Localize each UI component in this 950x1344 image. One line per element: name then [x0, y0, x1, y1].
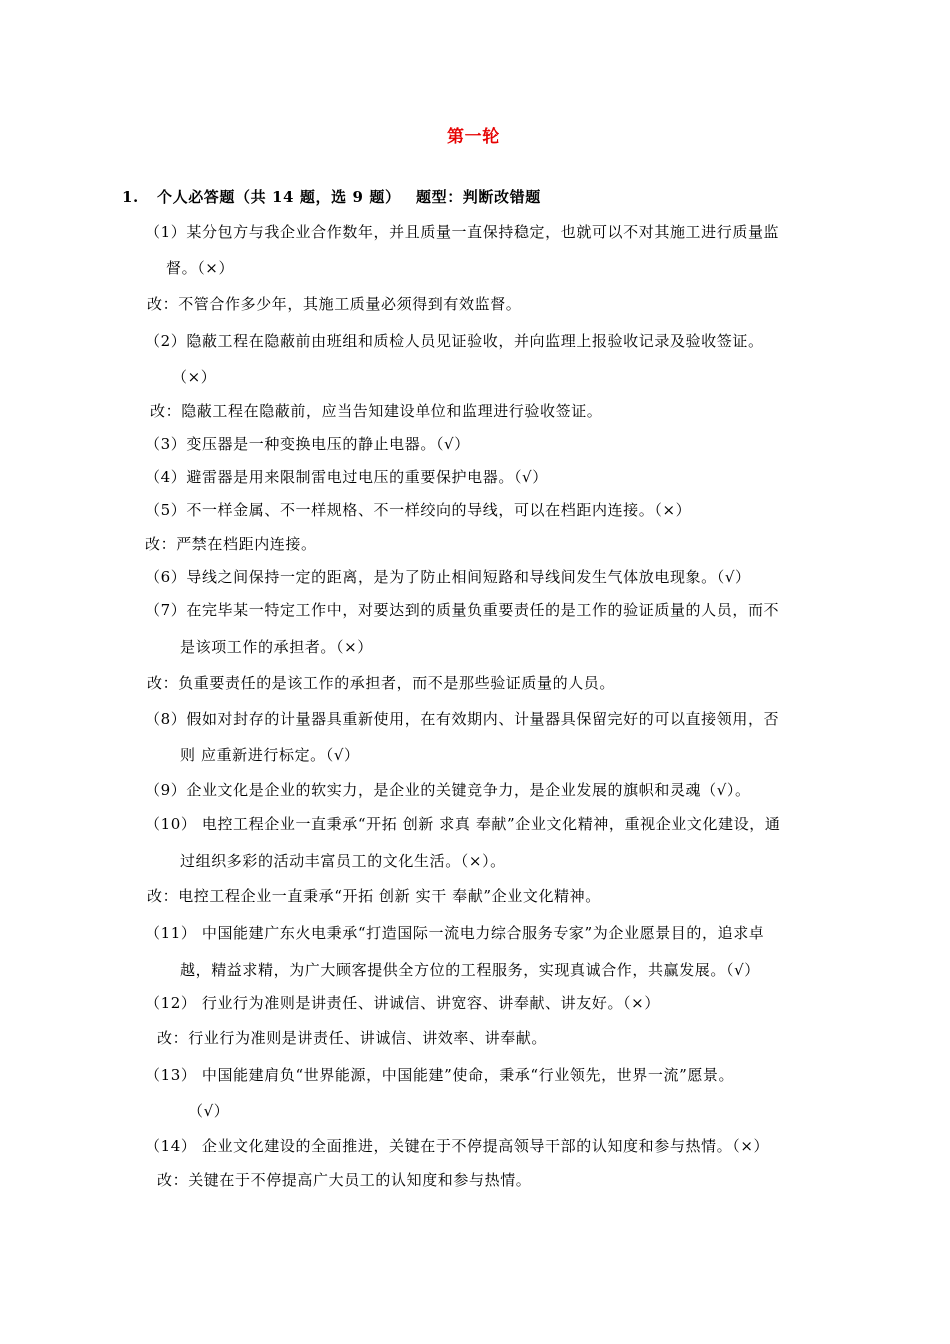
question-13-line-1: （13） 中国能建肩负“世界能源，中国能建”使命，秉承“行业领先，世界一流”愿景。 [145, 1066, 735, 1084]
section-question-type: 题型：判断改错题 [416, 188, 541, 206]
question-13-line-2: （√） [188, 1102, 230, 1120]
question-10-correction: 改：电控工程企业一直秉承“开拓 创新 实干 奉献”企业文化精神。 [147, 887, 601, 905]
question-7-line-1: （7）在完毕某一特定工作中，对要达到的质量负重要责任的是工作的验证质量的人员，而不 [145, 601, 780, 619]
question-10-line-1: （10） 电控工程企业一直秉承“开拓 创新 求真 奉献”企业文化精神，重视企业文化建设，通 [145, 815, 781, 833]
question-1-line-2: 督。（×） [166, 259, 235, 277]
question-6: （6）导线之间保持一定的距离，是为了防止相间短路和导线间发生气体放电现象。（√） [145, 568, 751, 586]
question-7-correction: 改：负重要责任的是该工作的承担者，而不是那些验证质量的人员。 [147, 674, 616, 692]
question-7-line-2: 是该项工作的承担者。（×） [180, 638, 373, 656]
question-1-line-1: （1）某分包方与我企业合作数年，并且质量一直保持稳定，也就可以不对其施工进行质量监 [145, 223, 780, 241]
question-11-line-1: （11） 中国能建广东火电秉承“打造国际一流电力综合服务专家”为企业愿景目的，追求卓 [145, 924, 765, 942]
question-12-correction: 改：行业行为准则是讲责任、讲诚信、讲效率、讲奉献。 [157, 1029, 548, 1047]
question-2-correction: 改：隐蔽工程在隐蔽前，应当告知建设单位和监理进行验收签证。 [150, 402, 603, 420]
question-5-line-1: （5）不一样金属、不一样规格、不一样绞向的导线，可以在档距内连接。（×） [145, 501, 692, 519]
question-8-line-1: （8）假如对封存的计量器具重新使用，在有效期内、计量器具保留完好的可以直接领用，否 [145, 710, 780, 728]
question-1-correction: 改：不管合作多少年，其施工质量必须得到有效监督。 [147, 295, 522, 313]
question-14-line-1: （14） 企业文化建设的全面推进，关键在于不停提高领导干部的认知度和参与热情。（×） [145, 1137, 770, 1155]
question-11-line-2: 越，精益求精，为广大顾客提供全方位的工程服务，实现真诚合作，共赢发展。（√） [180, 961, 760, 979]
question-3: （3）变压器是一种变换电压的静止电器。（√） [145, 435, 470, 453]
question-8-line-2: 则 应重新进行标定。（√） [180, 746, 360, 764]
question-4: （4）避雷器是用来限制雷电过电压的重要保护电器。（√） [145, 468, 548, 486]
question-5-correction: 改：严禁在档距内连接。 [145, 535, 317, 553]
question-9: （9）企业文化是企业的软实力，是企业的关键竞争力，是企业发展的旗帜和灵魂（√）。 [145, 781, 751, 799]
question-2-line-1: （2）隐蔽工程在隐蔽前由班组和质检人员见证验收，并向监理上报验收记录及验收签证。 [145, 332, 764, 350]
page-title: 第一轮 [447, 127, 500, 147]
question-12-line-1: （12） 行业行为准则是讲责任、讲诚信、讲宽容、讲奉献、讲友好。（×） [145, 994, 660, 1012]
question-10-line-2: 过组织多彩的活动丰富员工的文化生活。（×）。 [180, 852, 506, 870]
question-2-line-2: （×） [172, 368, 217, 386]
section-name: 个人必答题（共 14 题，选 9 题） [157, 188, 401, 206]
question-14-correction: 改：关键在于不停提高广大员工的认知度和参与热情。 [157, 1171, 532, 1189]
section-number: 1. [122, 188, 139, 206]
